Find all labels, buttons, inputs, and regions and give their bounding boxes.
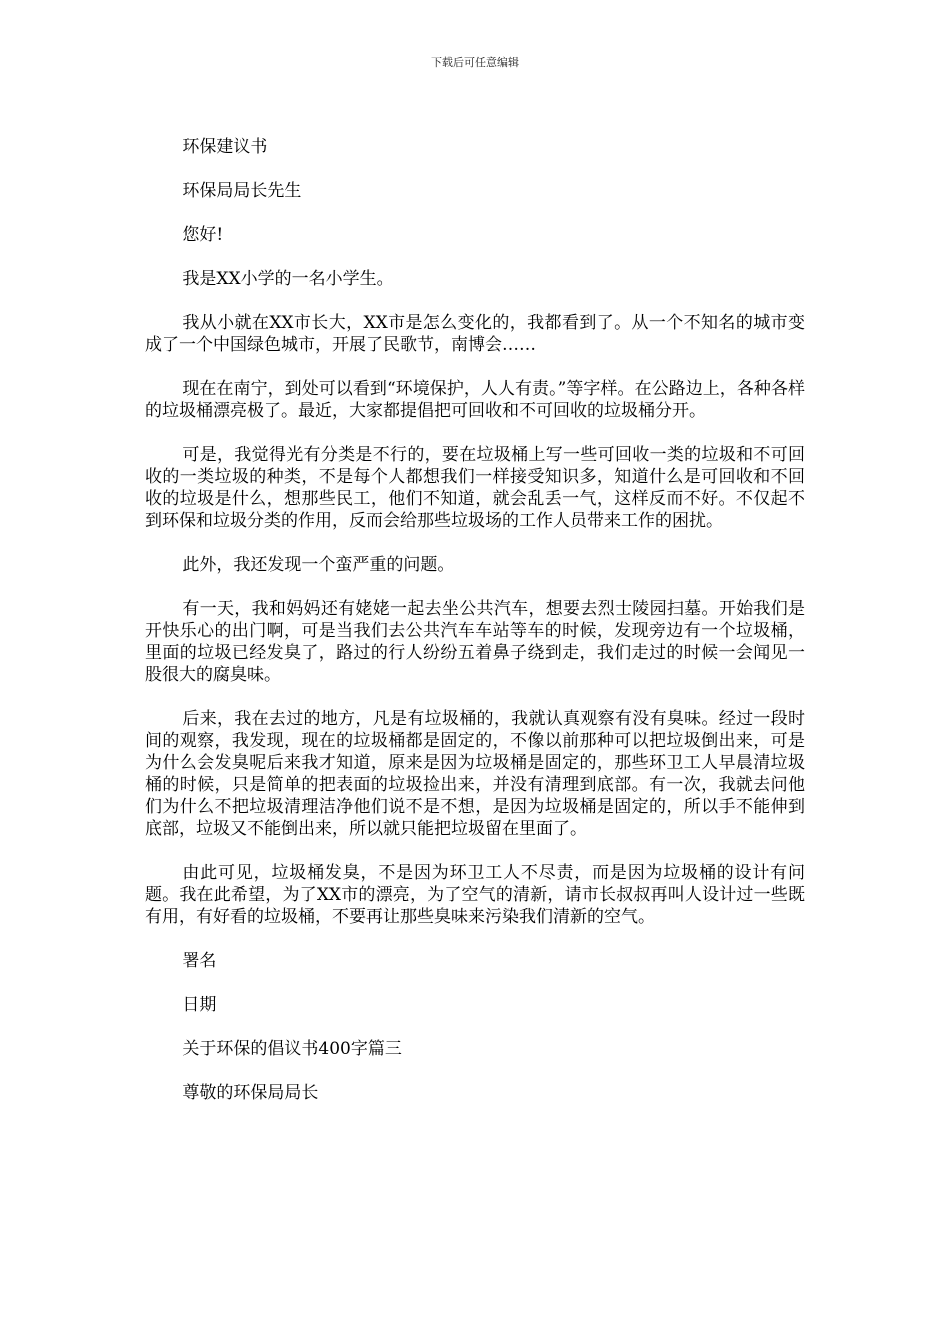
signature: 署名 — [182, 951, 217, 971]
paragraph-problem: 此外，我还发现一个蛮严重的问题。 — [182, 555, 455, 575]
salutation-next: 尊敬的环保局局长 — [182, 1083, 319, 1103]
doc-title: 环保建议书 — [182, 137, 268, 157]
salutation-recipient: 环保局局长先生 — [182, 181, 302, 201]
page-header-note: 下载后可任意编辑 — [431, 56, 519, 69]
paragraph-bus-trip: 有一天，我和妈妈还有姥姥一起去坐公共汽车，想要去烈士陵园扫墓。开始我们是开快乐心的出门啊，可是当我们去公共汽车车站等车的时候，发现旁边有一个垃圾桶，里面的垃圾已经发臭了，路过的行人纷纷五着鼻子绕到走，我们走过的时候一会闻见一股很大的腐臭味。 — [145, 599, 805, 685]
section-heading: 关于环保的倡议书400字篇三 — [182, 1039, 402, 1059]
paragraph-observation: 后来，我在去过的地方，凡是有垃圾桶的，我就认真观察有没有臭味。经过一段时间的观察，我发现，现在的垃圾桶都是固定的，不像以前那种可以把垃圾倒出来，可是为什么会发臭呢后来我才知道，原来是因为垃圾桶是固定的，那些环卫工人早晨清垃圾桶的时候，只是简单的把表面的垃圾捡出来，并没有清理到底部。有一次，我就去问他们为什么不把垃圾清理洁净他们说不是不想，是因为垃圾桶是固定的，所以手不能伸到底部，垃圾又不能倒出来，所以就只能把垃圾留在里面了。 — [145, 709, 805, 839]
paragraph-conclusion: 由此可见，垃圾桶发臭，不是因为环卫工人不尽责，而是因为垃圾桶的设计有问题。我在此希望，为了XX市的漂亮，为了空气的清新，请市长叔叔再叫人设计过一些既有用，有好看的垃圾桶，不要再让那些臭味来污染我们清新的空气。 — [145, 863, 805, 927]
greeting: 您好! — [182, 225, 224, 245]
paragraph-nanning: 现在在南宁，到处可以看到“环境保护，人人有责。”等字样。在公路边上，各种各样的垃圾桶漂亮极了。最近，大家都提倡把可回收和不可回收的垃圾桶分开。 — [145, 379, 805, 421]
document-body — [145, 136, 805, 1126]
paragraph-city-change: 我从小就在XX市长大，XX市是怎么变化的，我都看到了。从一个不知名的城市变成了一个中国绿色城市，开展了民歌节，南博会…… — [145, 313, 805, 355]
date: 日期 — [182, 995, 217, 1015]
paragraph-intro: 我是XX小学的一名小学生。 — [182, 269, 394, 289]
paragraph-classification: 可是，我觉得光有分类是不行的，要在垃圾桶上写一些可回收一类的垃圾和不可回收的一类垃圾的种类，不是每个人都想我们一样接受知识多，知道什么是可回收和不回收的垃圾是什么，想那些民工，他们不知道，就会乱丢一气，这样反而不好。不仅起不到环保和垃圾分类的作用，反而会给那些垃圾场的工作人员带来工作的困扰。 — [145, 445, 805, 531]
